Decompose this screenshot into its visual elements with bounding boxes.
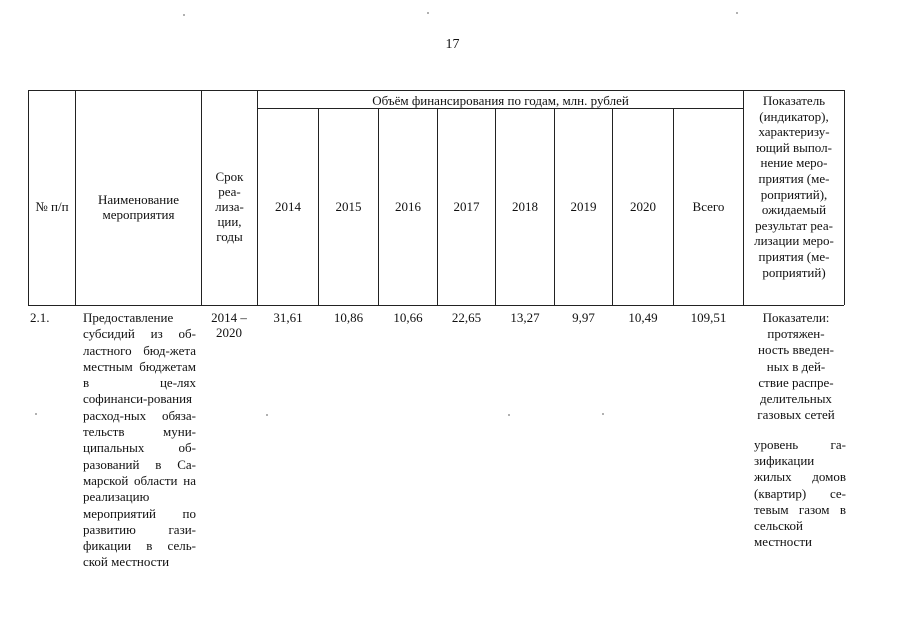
- header-year-2015: 2015: [335, 199, 362, 214]
- scan-speck: [508, 414, 510, 416]
- header-funding-group-label: Объём финансирования по годам, млн. рублей: [372, 93, 629, 108]
- scan-speck: [266, 414, 268, 416]
- row-num: 2.1.: [30, 310, 50, 325]
- header-indicator: [746, 93, 842, 280]
- header-year-2014: 2014: [275, 199, 301, 214]
- col-divider-name: [201, 90, 202, 305]
- row-value-2014: 31,61: [273, 310, 303, 325]
- row-indicator-1: Показатели: протяжен-ность введен-ных в дей-ствие распре-делительных газовых сетей: [757, 310, 835, 423]
- header-year-2017: 2017: [453, 199, 480, 214]
- row-value-2020: 10,49: [628, 310, 658, 325]
- row-value-2015: 10,86: [333, 310, 364, 325]
- row-value-2017: 22,65: [451, 310, 482, 325]
- row-indicator-2: уровень га-зификации жилых домов (квартир) се-тевым газом в сельской местности: [754, 437, 846, 550]
- header-year-2020: 2020: [630, 199, 656, 214]
- header-num: [30, 110, 74, 303]
- row-value-2019: 9,97: [572, 310, 595, 325]
- row-value-2018: 13,27: [510, 310, 540, 325]
- header-name: [77, 110, 200, 303]
- row-term: 2014 – 2020: [211, 310, 247, 340]
- scan-speck: [602, 413, 604, 415]
- header-name-label: Наименование мероприятия: [98, 191, 179, 222]
- funding-group-divider: [257, 108, 743, 109]
- col-divider-total: [743, 90, 744, 305]
- scan-speck: [427, 12, 429, 14]
- table-left-border: [28, 90, 29, 305]
- header-indicator-label: Показатель (индикатор), характеризу-ющий выпол-нение меро-приятия (ме-роприятий), ожидаемый результат реа-лизации меро-приятия (ме-роприятий): [754, 93, 834, 280]
- row-value-2016: 10,66: [393, 310, 423, 325]
- scan-speck: [736, 12, 738, 14]
- table-right-border: [844, 90, 845, 305]
- header-year-2019: 2019: [570, 199, 597, 214]
- table-top-border: [28, 90, 844, 91]
- header-funding-group: [258, 93, 743, 108]
- row-name: Предоставление субсидий из об-ластного бюд-жета местным бюджетам в це-лях софинанси-рования расход-ных обяза-тельств муни-ципальных об-разований в Са-марской области на реализацию мероприятий по развитию гази-фикации в сель-ской местности: [83, 310, 196, 570]
- scan-speck: [183, 14, 185, 16]
- col-divider-num: [75, 90, 76, 305]
- header-term-label: Срок реа-лиза-ции, годы: [215, 169, 244, 244]
- page-number: 17: [445, 37, 460, 52]
- header-term: [203, 110, 256, 303]
- header-bottom-border: [28, 305, 844, 306]
- header-num-label: № п/п: [35, 199, 69, 214]
- row-value-total: 109,51: [690, 310, 727, 325]
- header-year-2018: 2018: [512, 199, 538, 214]
- scan-speck: [35, 413, 37, 415]
- header-total: Всего: [692, 199, 725, 214]
- header-year-2016: 2016: [395, 199, 421, 214]
